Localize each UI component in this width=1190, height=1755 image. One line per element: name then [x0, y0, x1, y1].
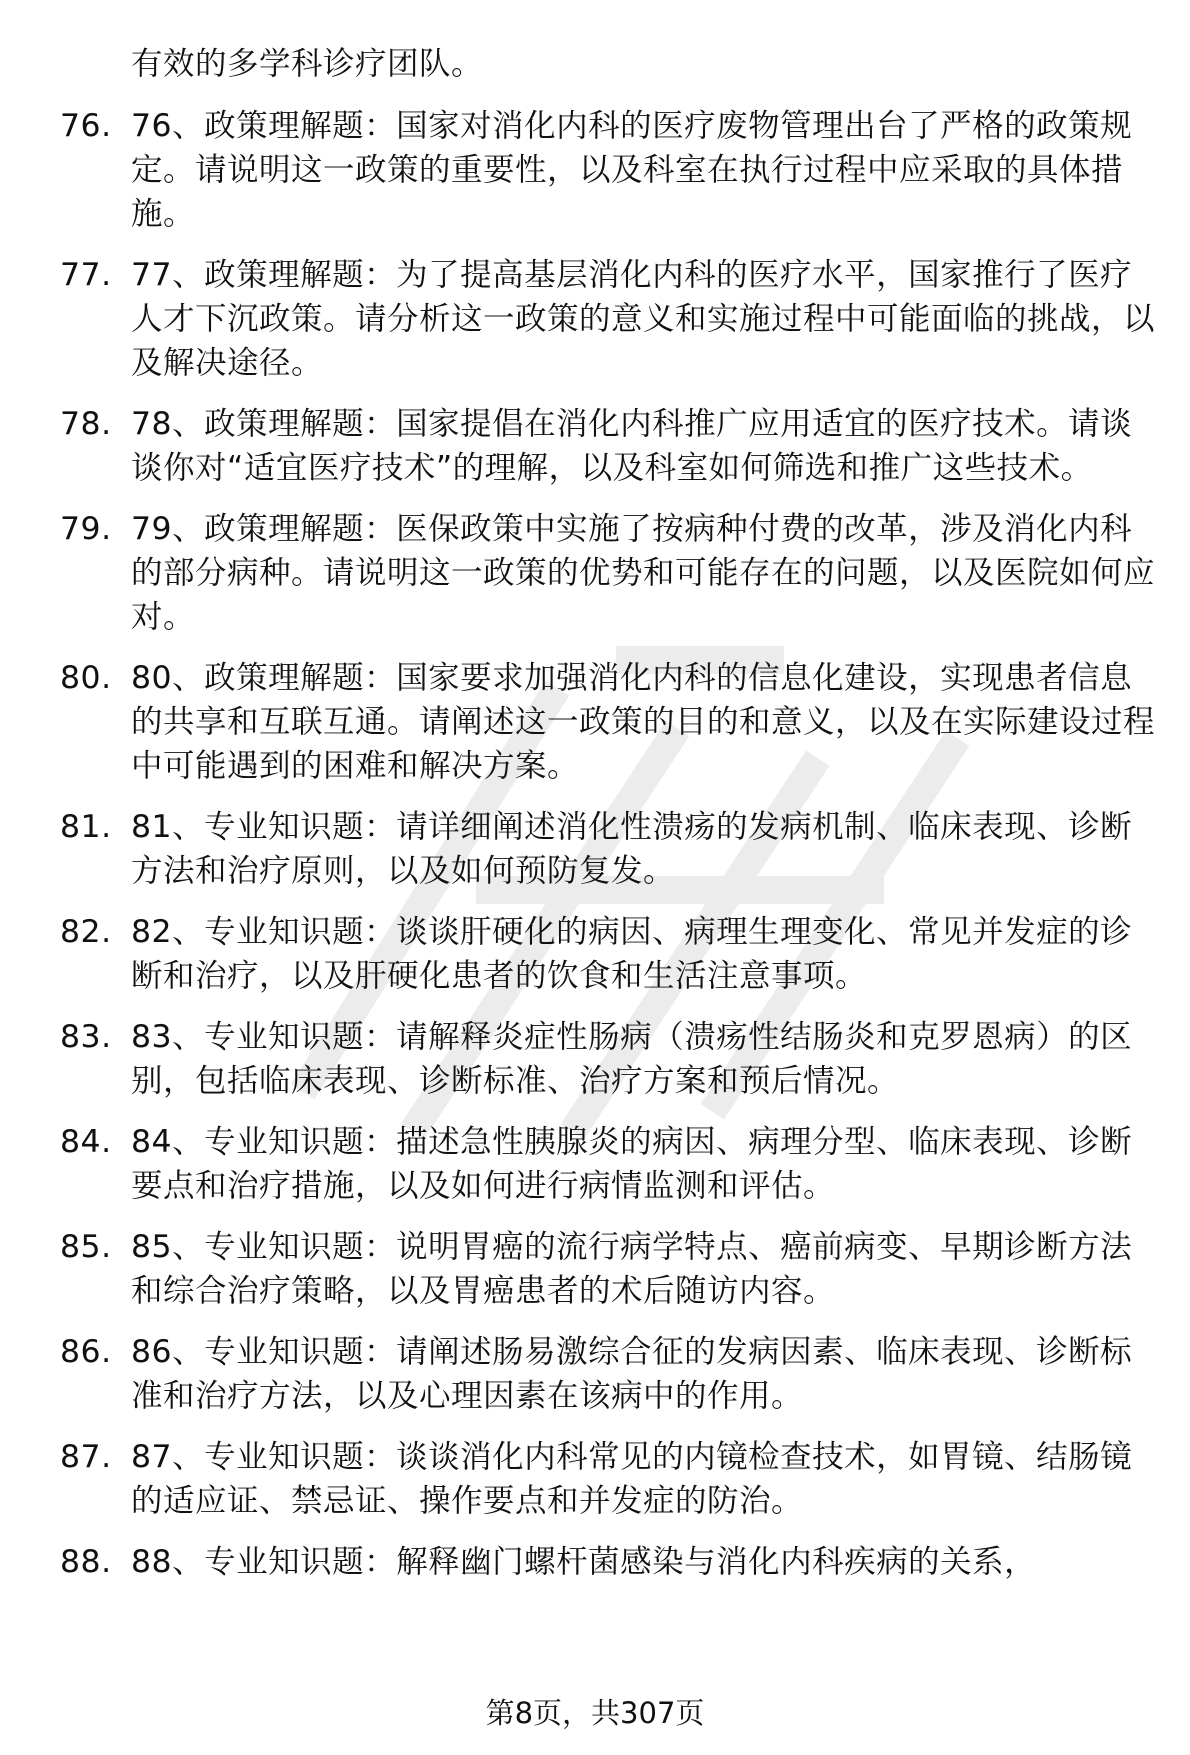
question-text: 85、专业知识题：说明胃癌的流行病学特点、癌前病变、早期诊断方法和综合治疗策略，以及胃癌患者的术后随访内容。	[131, 1229, 1133, 1309]
question-item	[60, 656, 1160, 788]
question-text: 84、专业知识题：描述急性胰腺炎的病因、病理分型、临床表现、诊断要点和治疗措施，以及如何进行病情监测和评估。	[131, 1124, 1133, 1204]
question-text: 83、专业知识题：请解释炎症性肠病（溃疡性结肠炎和克罗恩病）的区别，包括临床表现、诊断标准、治疗方案和预后情况。	[131, 1019, 1133, 1099]
question-item	[60, 1015, 1160, 1103]
question-number: 83.	[60, 1019, 112, 1055]
question-list	[60, 104, 1160, 1584]
question-item	[60, 104, 1160, 236]
question-text: 87、专业知识题：谈谈消化内科常见的内镜检查技术，如胃镜、结肠镜的适应证、禁忌证、操作要点和并发症的防治。	[131, 1439, 1133, 1519]
question-number: 78.	[60, 406, 112, 442]
question-number: 88.	[60, 1544, 112, 1580]
question-text: 79、政策理解题：医保政策中实施了按病种付费的改革，涉及消化内科的部分病种。请说明这一政策的优势和可能存在的问题，以及医院如何应对。	[131, 511, 1156, 635]
question-item	[60, 253, 1160, 385]
question-number: 79.	[60, 511, 112, 547]
question-number: 85.	[60, 1229, 112, 1265]
question-number: 86.	[60, 1334, 112, 1370]
question-item	[60, 1330, 1160, 1418]
question-item	[60, 507, 1160, 639]
question-item	[60, 1540, 1160, 1584]
question-number: 82.	[60, 914, 112, 950]
question-text: 86、专业知识题：请阐述肠易激综合征的发病因素、临床表现、诊断标准和治疗方法，以及心理因素在该病中的作用。	[131, 1334, 1133, 1414]
question-text: 77、政策理解题：为了提高基层消化内科的医疗水平，国家推行了医疗人才下沉政策。请分析这一政策的意义和实施过程中可能面临的挑战，以及解决途径。	[131, 257, 1156, 381]
question-number: 77.	[60, 257, 112, 293]
question-text: 80、政策理解题：国家要求加强消化内科的信息化建设，实现患者信息的共享和互联互通。请阐述这一政策的目的和意义，以及在实际建设过程中可能遇到的困难和解决方案。	[131, 660, 1156, 784]
question-text: 78、政策理解题：国家提倡在消化内科推广应用适宜的医疗技术。请谈谈你对“适宜医疗技术”的理解，以及科室如何筛选和推广这些技术。	[131, 406, 1133, 486]
question-item	[60, 1120, 1160, 1208]
question-text: 81、专业知识题：请详细阐述消化性溃疡的发病机制、临床表现、诊断方法和治疗原则，以及如何预防复发。	[131, 809, 1133, 889]
question-item	[60, 402, 1160, 490]
question-text: 82、专业知识题：谈谈肝硬化的病因、病理生理变化、常见并发症的诊断和治疗，以及肝硬化患者的饮食和生活注意事项。	[131, 914, 1133, 994]
question-number: 84.	[60, 1124, 112, 1160]
question-text: 76、政策理解题：国家对消化内科的医疗废物管理出台了严格的政策规定。请说明这一政策的重要性，以及科室在执行过程中应采取的具体措施。	[131, 108, 1133, 232]
page-footer: 第8页，共307页	[485, 1696, 705, 1730]
question-item	[60, 805, 1160, 893]
question-item	[60, 910, 1160, 998]
question-number: 81.	[60, 809, 112, 845]
question-item	[60, 1435, 1160, 1523]
question-item	[60, 1225, 1160, 1313]
question-number: 87.	[60, 1439, 112, 1475]
content-area	[60, 42, 1160, 1601]
continuation-text: 有效的多学科诊疗团队。	[131, 46, 484, 82]
question-text: 88、专业知识题：解释幽门螺杆菌感染与消化内科疾病的关系，	[131, 1544, 1037, 1580]
question-number: 76.	[60, 108, 112, 144]
question-number: 80.	[60, 660, 112, 696]
